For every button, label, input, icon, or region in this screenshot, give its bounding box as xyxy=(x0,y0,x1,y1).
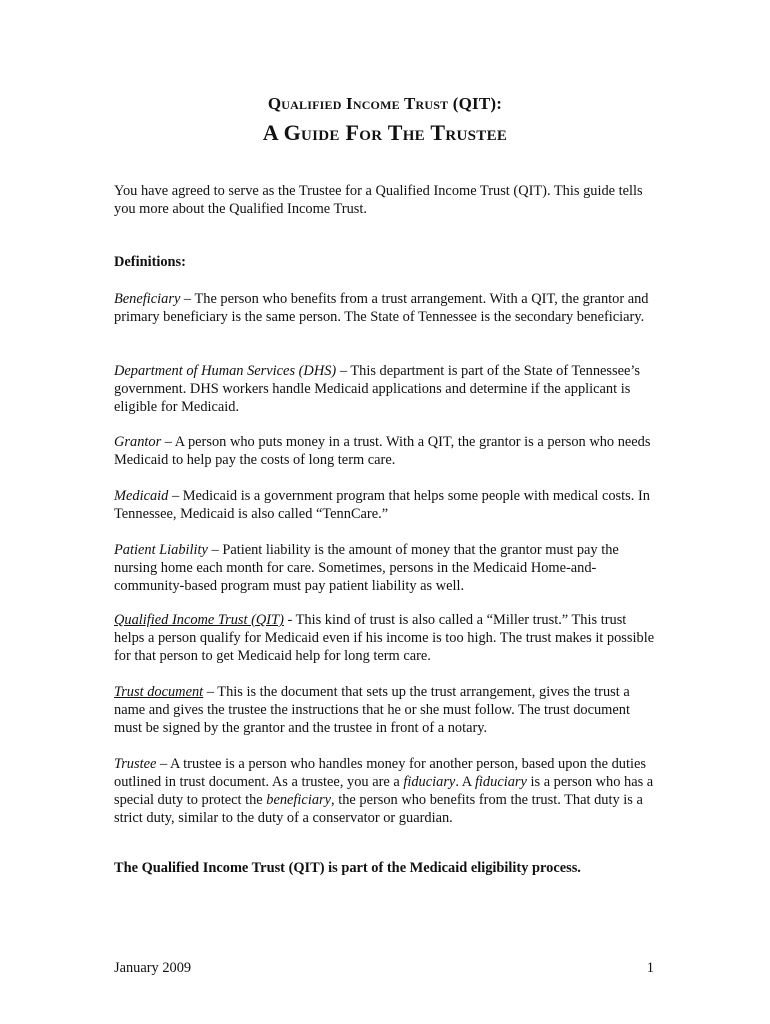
definition-text: – The person who benefits from a trust arrangement. With a QIT, the grantor and primary beneficiary is the same person. The State of Tennessee is the secondary beneficiary. xyxy=(114,291,649,325)
definition-term: Medicaid xyxy=(114,488,169,504)
definition-term: Department of Human Services (DHS) xyxy=(114,363,337,379)
definition-text: – This department is part of the State of Tennessee’s government. DHS workers handle Medicaid applications and determine if the applicant is eligible for Medicaid. xyxy=(114,363,641,415)
definition-term: Grantor xyxy=(114,434,162,450)
fiduciary-word: fiduciary xyxy=(403,774,456,790)
definition-term: Trustee xyxy=(114,756,157,772)
beneficiary-word: beneficiary xyxy=(266,792,331,808)
definition-text: , the person who benefits from the trust. That duty is a strict duty, similar to the duty of a conservator or guardian. xyxy=(114,792,643,826)
definition-trustee xyxy=(114,755,660,827)
document-title-line2: A Guide For The Trustee xyxy=(262,120,508,145)
definition-text: is a person who has a special duty to protect the xyxy=(114,774,654,808)
definition-medicaid xyxy=(114,487,660,523)
intro-paragraph: You have agreed to serve as the Trustee for a Qualified Income Trust (QIT). This guide tells you more about the Qualified Income Trust. xyxy=(114,183,643,217)
definition-grantor xyxy=(114,433,660,469)
definition-qit xyxy=(114,611,660,665)
definition-text: – This is the document that sets up the trust arrangement, gives the trust a name and gives the trustee the instructions that he or she must follow. The trust document must be signed by the grantor and the trustee in front of a notary. xyxy=(114,684,630,736)
definition-text: – Medicaid is a government program that helps some people with medical costs. In Tennessee, Medicaid is also called “TennCare.” xyxy=(114,488,650,522)
footer-page-number: 1 xyxy=(646,960,654,976)
closing-statement: The Qualified Income Trust (QIT) is part of the Medicaid eligibility process. xyxy=(114,860,581,876)
definition-text: – A trustee is a person who handles money for another person, based upon the duties outlined in trust document. As a trustee, you are a xyxy=(114,756,646,790)
footer-date: January 2009 xyxy=(114,960,192,976)
definition-term: Patient Liability xyxy=(114,542,208,558)
document-title-line1: Qualified Income Trust (QIT): xyxy=(267,94,503,113)
definition-term: Beneficiary xyxy=(114,291,181,307)
definition-term: Qualified Income Trust (QIT) xyxy=(114,612,284,628)
definition-text: – A person who puts money in a trust. With a QIT, the grantor is a person who needs Medicaid to help pay the costs of long term care. xyxy=(114,434,651,468)
definition-term: Trust document xyxy=(114,684,204,700)
definitions-heading: Definitions: xyxy=(114,254,186,270)
definition-text: . A xyxy=(455,774,475,790)
definition-text: – Patient liability is the amount of money that the grantor must pay the nursing home each month for care. Sometimes, persons in the Medicaid Home-and-community-based program must pay patient liability as well. xyxy=(114,542,619,594)
definition-trust-document xyxy=(114,683,660,737)
definition-beneficiary xyxy=(114,290,660,326)
definition-text: - This kind of trust is also called a “Miller trust.” This trust helps a person qualify for Medicaid even if his income is too high. The trust makes it possible for that person to get Medicaid help for long term care. xyxy=(114,612,655,664)
definition-dhs xyxy=(114,362,660,416)
fiduciary-word: fiduciary xyxy=(474,774,527,790)
definition-patient-liability xyxy=(114,541,660,595)
